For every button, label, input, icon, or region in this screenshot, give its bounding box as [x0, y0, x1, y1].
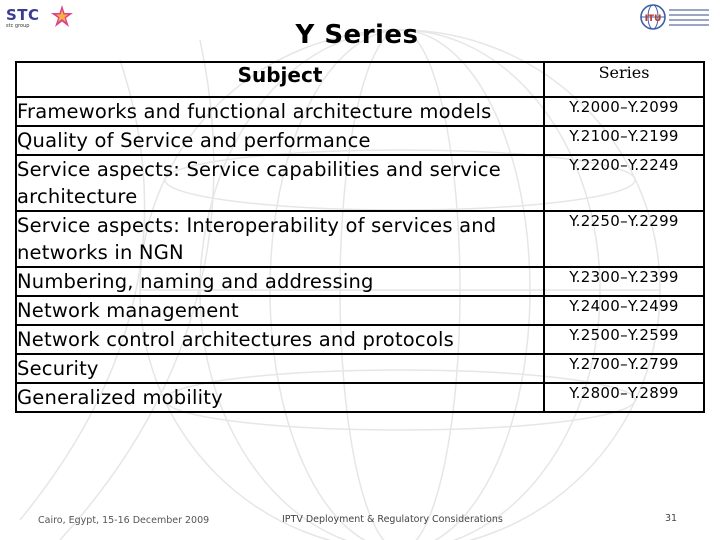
- series-range-cell: Y.2700–Y.2799: [544, 354, 704, 383]
- series-range-cell: Y.2100–Y.2199: [544, 126, 704, 155]
- table-row: [16, 97, 704, 126]
- series-range-cell: Y.2400–Y.2499: [544, 296, 704, 325]
- subject-cell: Generalized mobility: [16, 383, 544, 412]
- footer-presentation-title: IPTV Deployment & Regulatory Considerations: [282, 514, 503, 525]
- y-series-table: [15, 61, 705, 413]
- footer-event-info: Cairo, Egypt, 15-16 December 2009: [38, 515, 210, 526]
- subject-cell: Network management: [16, 296, 544, 325]
- table-row: [16, 296, 704, 325]
- subject-cell: Network control architectures and protocols: [16, 325, 544, 354]
- series-range-cell: Y.2200–Y.2249: [544, 155, 704, 211]
- series-range-cell: Y.2000–Y.2099: [544, 97, 704, 126]
- stc-logo-text: STC: [6, 6, 40, 24]
- table-header-row: [16, 62, 704, 97]
- table-row: [16, 354, 704, 383]
- subject-cell: Service aspects: Interoperability of services and networks in NGN: [16, 211, 544, 267]
- subject-cell: Quality of Service and performance: [16, 126, 544, 155]
- subject-cell: Frameworks and functional architecture models: [16, 97, 544, 126]
- stc-logo-subtext: stc group: [6, 23, 30, 29]
- subject-column-header: Subject: [16, 62, 544, 97]
- subject-cell: Security: [16, 354, 544, 383]
- table-row: [16, 155, 704, 211]
- table-row: [16, 211, 704, 267]
- series-range-cell: Y.2300–Y.2399: [544, 267, 704, 296]
- table-row: [16, 383, 704, 412]
- itu-logo-text: ITU: [644, 14, 662, 24]
- series-range-cell: Y.2800–Y.2899: [544, 383, 704, 412]
- page-number: 31: [665, 513, 678, 524]
- table-row: [16, 126, 704, 155]
- subject-cell: Service aspects: Service capabilities and service architecture: [16, 155, 544, 211]
- page-title: Y Series: [295, 20, 419, 50]
- series-range-cell: Y.2250–Y.2299: [544, 211, 704, 267]
- series-column-header: Series: [544, 62, 704, 97]
- table-row: [16, 325, 704, 354]
- series-range-cell: Y.2500–Y.2599: [544, 325, 704, 354]
- table-row: [16, 267, 704, 296]
- subject-cell: Numbering, naming and addressing: [16, 267, 544, 296]
